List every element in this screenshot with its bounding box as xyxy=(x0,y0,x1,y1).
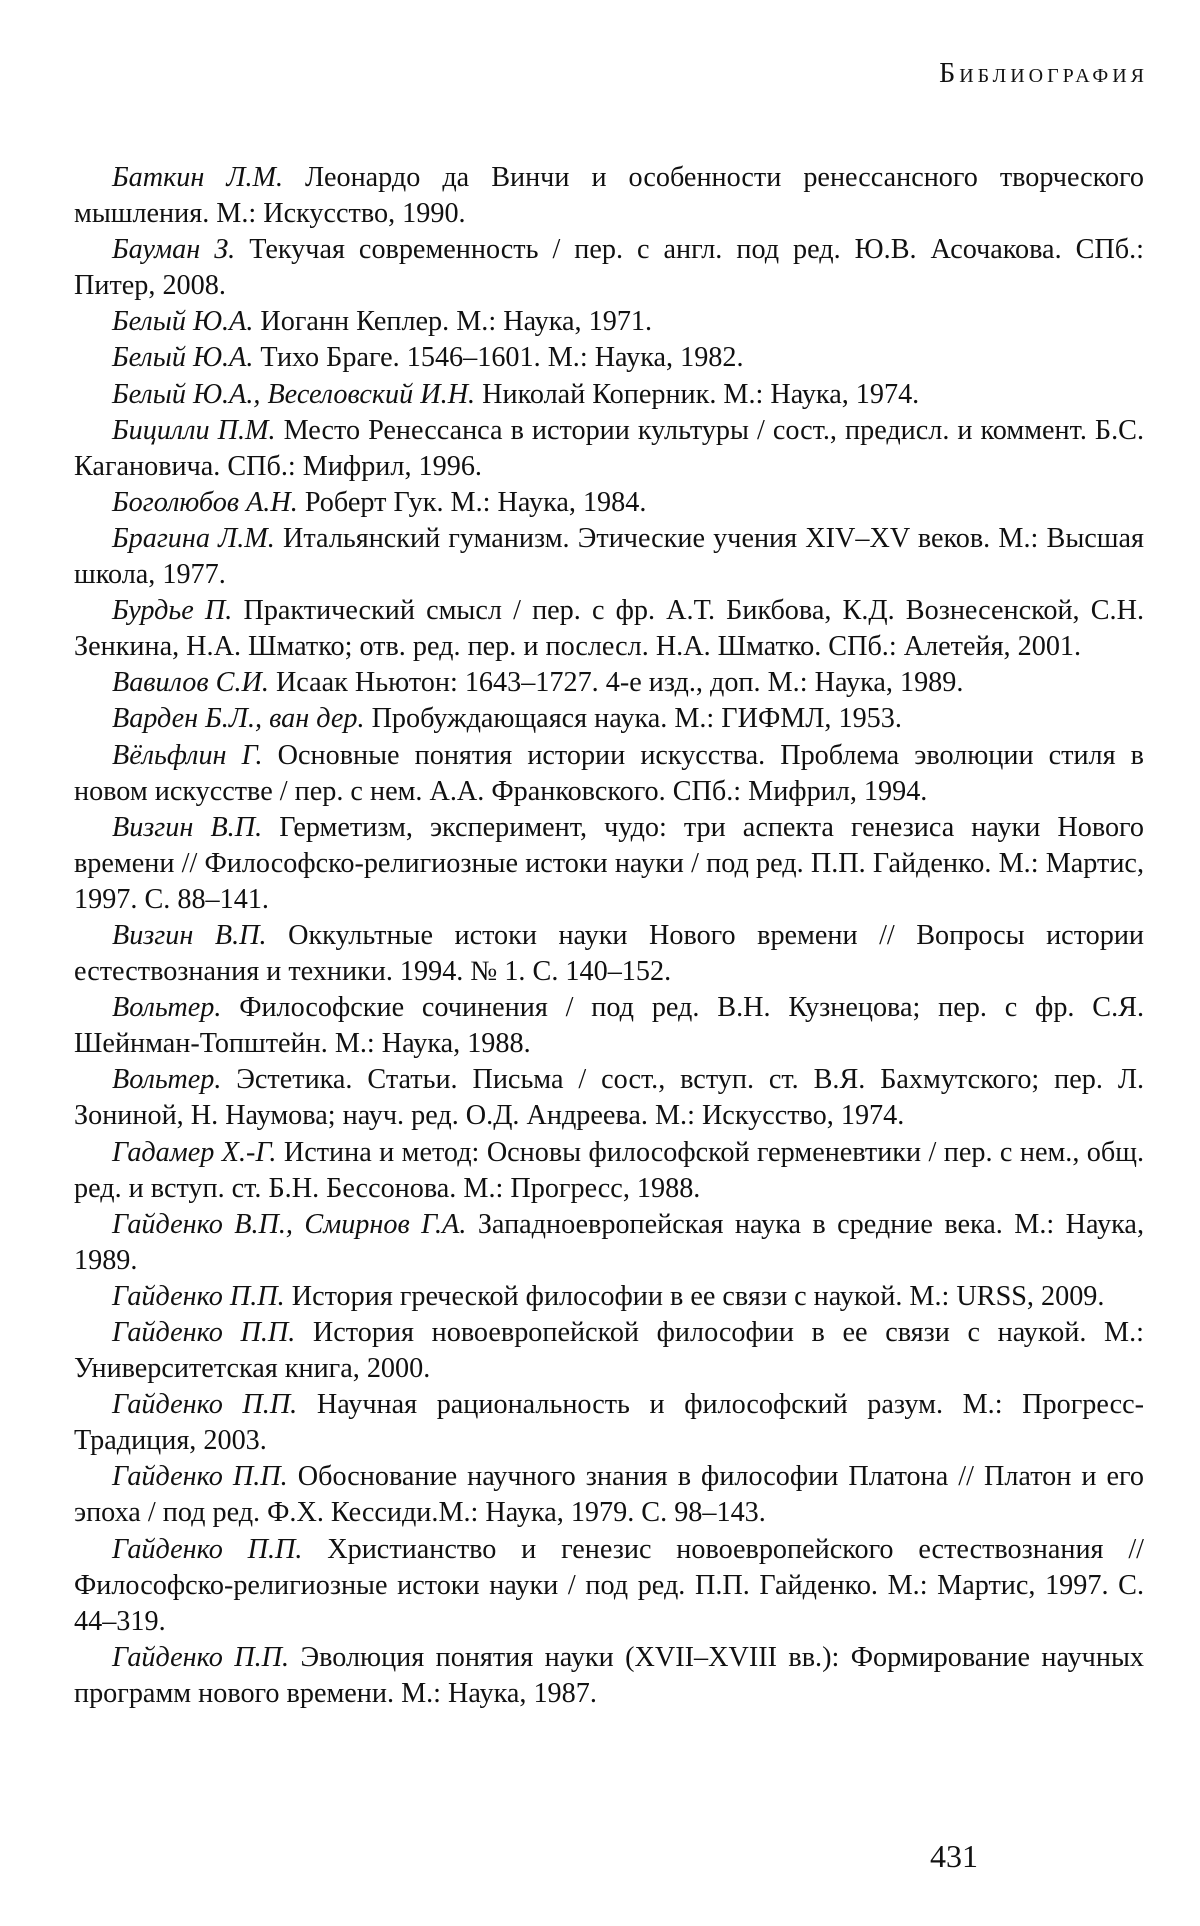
entry-text: Оккультные истоки науки Нового времени // Вопросы истории естествознания и техники. 1994. № 1. С. 140–152. xyxy=(74,919,1144,988)
entry-author: Белый Ю.А. xyxy=(112,342,254,374)
bibliography-entry xyxy=(74,593,1144,665)
bibliography-entry xyxy=(74,1135,1144,1207)
entry-text: Тихо Браге. 1546–1601. М.: Наука, 1982. xyxy=(253,342,744,374)
entry-author: Боголюбов А.Н. xyxy=(112,486,298,518)
bibliography-entry xyxy=(74,340,1144,376)
entry-author: Бицилли П.М. xyxy=(112,414,276,446)
bibliography-entry xyxy=(74,1207,1144,1279)
page-number: 431 xyxy=(930,1838,978,1874)
entry-text: Николай Коперник. М.: Наука, 1974. xyxy=(475,378,920,410)
bibliography-entry xyxy=(74,665,1144,701)
entry-author: Вольтер. xyxy=(112,992,222,1024)
entry-author: Гайденко П.П. xyxy=(112,1461,288,1493)
entry-author: Вёльфлин Г. xyxy=(112,739,263,771)
bibliography-entry xyxy=(74,521,1144,593)
entry-text: Роберт Гук. М.: Наука, 1984. xyxy=(297,486,647,518)
entry-text: Основные понятия истории искусства. Проблема эволюции стиля в новом искусстве / пер. с нем. А.А. Франковского. СПб.: Мифрил, 1994. xyxy=(74,739,1144,807)
bibliography-entry xyxy=(74,1640,1144,1712)
bibliography-entry xyxy=(74,990,1144,1062)
bibliography-entry xyxy=(74,485,1144,521)
entry-author: Белый Ю.А., Веселовский И.Н. xyxy=(112,378,476,410)
entry-author: Баткин Л.М. xyxy=(112,162,284,193)
bibliography-entry xyxy=(74,232,1144,304)
entry-text: Герметизм, эксперимент, чудо: три аспекта генезиса науки Нового времени // Философско-религиозные истоки науки / под ред. П.П. Гайденко. М.: Мартис, 1997. С. 88–141. xyxy=(74,811,1144,915)
entry-author: Гадамер Х.-Г. xyxy=(112,1136,277,1168)
entry-author: Гайденко П.П. xyxy=(112,1641,290,1673)
bibliography-entry xyxy=(74,304,1144,340)
entry-author: Белый Ю.А. xyxy=(112,306,254,338)
entry-text: Научная рациональность и философский разум. М.: Прогресс-Традиция, 2003. xyxy=(74,1389,1144,1457)
bibliography-entry xyxy=(74,810,1144,918)
entry-text: Пробуждающаяся наука. М.: ГИФМЛ, 1953. xyxy=(364,703,902,735)
bibliography-entry xyxy=(74,1459,1144,1531)
entry-author: Варден Б.Л., ван дер. xyxy=(112,703,365,735)
bibliography-entry xyxy=(74,1062,1144,1134)
entry-text: История новоевропейской философии в ее связи с наукой. М.: Университетская книга, 2000. xyxy=(74,1317,1144,1385)
entry-author: Вавилов С.И. xyxy=(112,667,269,699)
entry-author: Брагина Л.М. xyxy=(112,522,275,554)
entry-text: Философские сочинения / под ред. В.Н. Кузнецова; пер. с фр. С.Я. Шейнман-Топштейн. М.: Наука, 1988. xyxy=(74,992,1144,1060)
entry-text: Практический смысл / пер. с фр. А.Т. Бикбова, К.Д. Вознесенской, С.Н. Зенкина, Н.А. Шматко; отв. ред. пер. и послесл. Н.А. Шматко. СПб.: Алетейя, 2001. xyxy=(74,595,1144,663)
entry-author: Гайденко П.П. xyxy=(112,1317,296,1348)
entry-text: Текучая современность / пер. с англ. под ред. Ю.В. Асочакова. СПб.: Питер, 2008. xyxy=(74,234,1144,302)
entry-author: Бурдье П. xyxy=(112,595,233,627)
entry-text: Итальянский гуманизм. Этические учения XIV–XV веков. М.: Высшая школа, 1977. xyxy=(74,522,1144,591)
entry-author: Бауман З. xyxy=(112,234,236,266)
bibliography-entry xyxy=(74,918,1144,990)
entry-text: Исаак Ньютон: 1643–1727. 4-е изд., доп. М.: Наука, 1989. xyxy=(268,667,964,699)
entry-text: Христианство и генезис новоевропейского естествознания // Философско-религиозные истоки науки / под ред. П.П. Гайденко. М.: Мартис, 1997. С. 44–319. xyxy=(74,1533,1144,1637)
bibliography-entry xyxy=(74,1387,1144,1459)
bibliography-entry xyxy=(74,413,1144,485)
entry-text: Истина и метод: Основы философской герменевтики / пер. с нем., общ. ред. и вступ. ст. Б.Н. Бессонова. М.: Прогресс, 1988. xyxy=(74,1136,1144,1204)
bibliography-list xyxy=(74,160,1144,1712)
bibliography-entry xyxy=(74,160,1144,232)
entry-text: Западноевропейская наука в средние века. М.: Наука, 1989. xyxy=(74,1208,1144,1276)
entry-text: Эволюция понятия науки (XVII–XVIII вв.): Формирование научных программ нового времени. М.: Наука, 1987. xyxy=(74,1641,1144,1709)
bibliography-entry xyxy=(74,1532,1144,1640)
entry-author: Гайденко В.П., Смирнов Г.А. xyxy=(112,1208,467,1240)
bibliography-entry xyxy=(74,738,1144,810)
entry-author: Гайденко П.П. xyxy=(112,1533,303,1565)
entry-text: Обоснование научного знания в философии Платона // Платон и его эпоха / под ред. Ф.Х. Кессиди.М.: Наука, 1979. С. 98–143. xyxy=(74,1461,1144,1529)
running-header: Библиография xyxy=(939,58,1148,89)
entry-text: Эстетика. Статьи. Письма / сост., вступ. ст. В.Я. Бахмутского; пер. Л. Зониной, Н. Наумова; науч. ред. О.Д. Андреева. М.: Искусство, 1974. xyxy=(74,1064,1144,1132)
entry-text: История греческой философии в ее связи с наукой. М.: URSS, 2009. xyxy=(284,1280,1105,1312)
entry-text: Иоганн Кеплер. М.: Наука, 1971. xyxy=(253,306,653,338)
entry-author: Гайденко П.П. xyxy=(112,1389,298,1421)
bibliography-entry xyxy=(74,1315,1144,1387)
bibliography-entry xyxy=(74,701,1144,737)
entry-text: Место Ренессанса в истории культуры / сост., предисл. и коммент. Б.С. Кагановича. СПб.: Мифрил, 1996. xyxy=(74,414,1145,482)
entry-author: Визгин В.П. xyxy=(112,919,267,951)
entry-author: Вольтер. xyxy=(112,1064,222,1096)
bibliography-entry xyxy=(74,1279,1144,1315)
entry-author: Визгин В.П. xyxy=(112,811,263,843)
bibliography-entry xyxy=(74,377,1144,413)
entry-author: Гайденко П.П. xyxy=(112,1280,285,1312)
entry-text: Леонардо да Винчи и особенности ренессансного творческого мышления. М.: Искусство, 1990. xyxy=(74,162,1144,230)
